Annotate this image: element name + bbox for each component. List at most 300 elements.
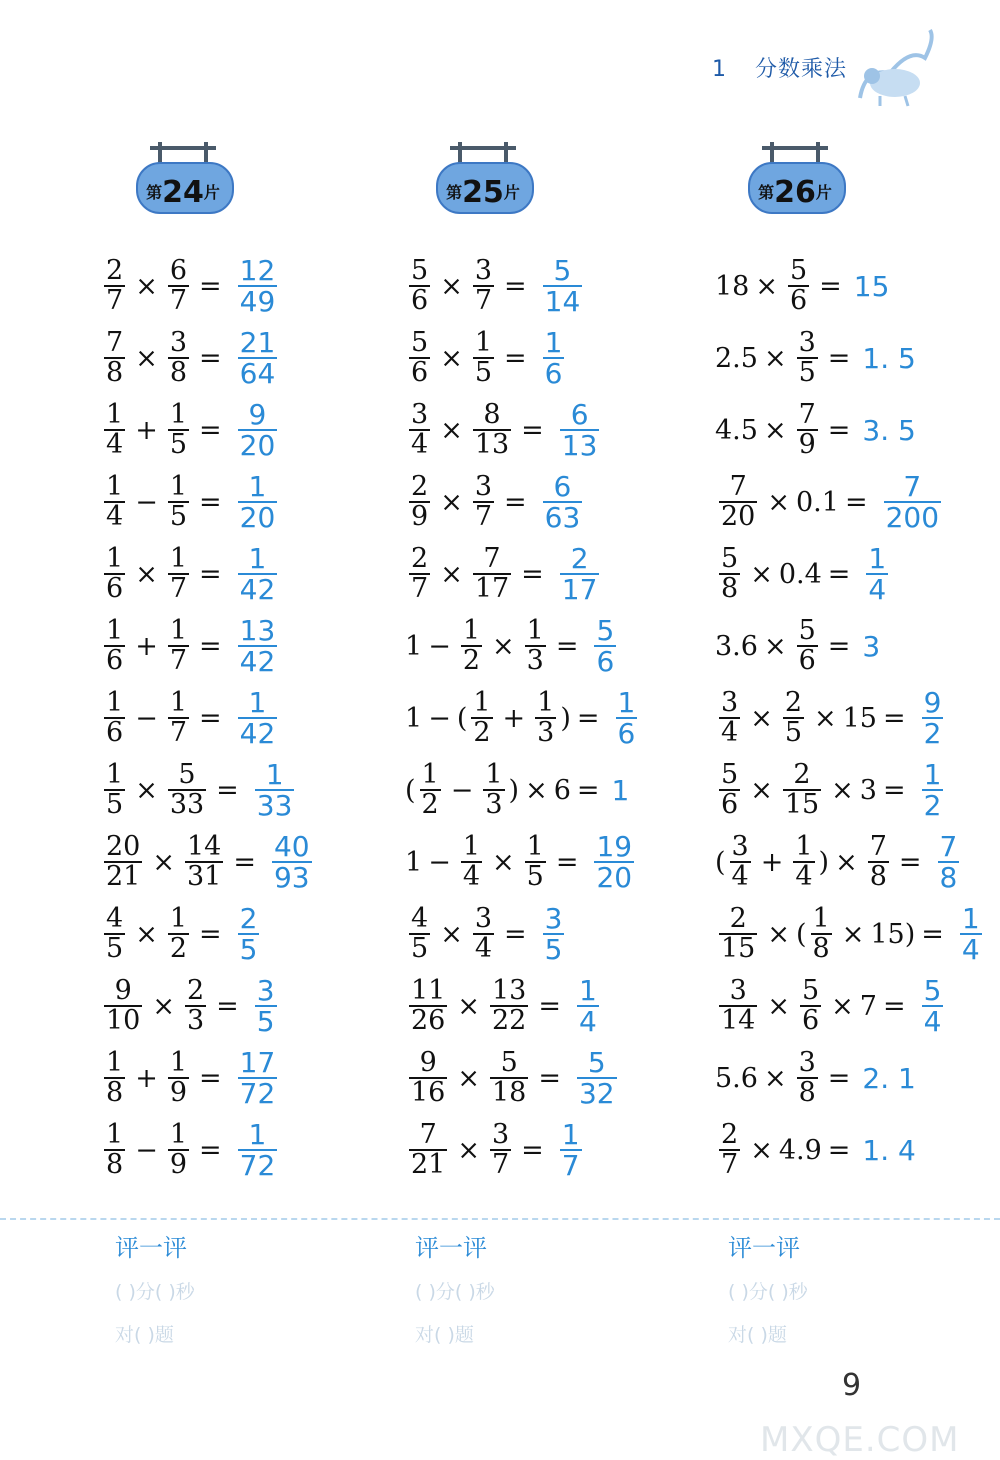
problem-row [405,898,705,970]
denominator: 8 [812,933,830,964]
numerator: 3 [474,254,492,286]
denominator: 72 [239,1077,276,1110]
operator: + [135,414,158,446]
fraction [461,614,482,676]
operator: × [750,702,773,734]
footer-divider [0,1218,1000,1220]
numerator: 5 [411,326,429,358]
equals-sign: = [199,486,222,518]
fraction [104,974,142,1036]
denominator: 14 [544,285,581,318]
problem-row [100,250,400,322]
term: 3 [859,774,877,806]
equals-sign: = [504,342,527,374]
problem-row [715,826,1000,898]
denominator: 18 [491,1077,527,1108]
problem-row [405,1042,705,1114]
fraction [238,469,278,534]
denominator: 15 [784,789,820,820]
term: ) [560,702,571,734]
operator: × [763,630,787,662]
problem-row [405,682,705,754]
denominator: 5 [474,357,492,388]
fraction [868,830,889,892]
operator: × [525,774,548,806]
handwritten-answer [234,253,282,318]
numerator: 1 [544,325,563,359]
fraction [577,973,599,1038]
denominator: 6 [801,1005,820,1036]
operator: × [440,486,463,518]
denominator: 4 [578,1005,597,1038]
numerator: 1 [169,398,187,430]
equals-sign: = [921,918,944,950]
numerator: 1 [561,1117,580,1151]
fraction [104,542,125,604]
fraction [238,325,278,390]
operator: − [135,1134,158,1166]
operator: × [750,1134,773,1166]
numerator: 5 [411,254,429,286]
denominator: 21 [411,1149,446,1180]
numerator: 1 [526,830,544,862]
handwritten-answer [234,1045,282,1110]
fraction [104,902,125,964]
fraction [104,758,125,820]
denominator: 5 [411,933,429,964]
term: 1 [405,846,423,878]
numerator: 5 [798,614,816,646]
numerator: 14 [186,830,222,862]
operator: × [767,918,790,950]
problem-row [405,250,705,322]
numerator: 5 [500,1046,518,1078]
fraction [800,974,821,1036]
fraction [104,326,125,388]
denominator: 8 [169,357,187,388]
operator: × [457,990,480,1022]
denominator: 7 [169,573,187,604]
fraction [577,1045,617,1110]
operator: − [428,846,451,878]
handwritten-answer [556,397,604,462]
fraction [543,325,565,390]
fraction [811,902,832,964]
fraction [594,829,634,894]
numerator: 19 [596,829,633,863]
operator: × [767,990,790,1022]
handwritten-answer [862,541,892,606]
term: 0.4 [778,558,822,590]
fraction [409,1118,447,1180]
numerator: 7 [869,830,887,862]
fraction [783,758,821,820]
fraction [560,1117,582,1182]
numerator: 1 [248,469,267,503]
fraction [866,541,888,606]
fraction [461,830,482,892]
fraction [535,686,556,748]
problem-row [100,682,400,754]
handwritten-answer [956,901,986,966]
fraction [473,254,494,316]
denominator: 7 [169,285,187,316]
handwritten-answer: 1. 4 [862,1133,916,1167]
fraction [560,541,600,606]
fraction [238,397,278,462]
numerator: 1 [106,398,124,430]
problem-row [405,538,705,610]
handwritten-answer [234,397,282,462]
denominator: 33 [169,789,205,820]
denominator: 8 [798,1077,816,1108]
operator: × [750,558,773,590]
equals-sign: = [199,630,222,662]
fraction [922,757,944,822]
correct-count-line: 对( )题 [415,1324,474,1346]
handwritten-answer [234,1117,282,1182]
denominator: 5 [544,933,563,966]
numerator: 1 [526,614,544,646]
handwritten-answer: 15 [853,269,890,303]
denominator: 4 [474,933,492,964]
numerator: 1 [923,757,942,791]
denominator: 6 [721,789,739,820]
fraction [473,902,494,964]
equals-sign: = [576,774,600,806]
denominator: 9 [411,501,429,532]
equals-sign: = [504,918,527,950]
equals-sign: = [882,990,906,1022]
equals-sign: = [521,414,544,446]
operator: × [135,270,158,302]
denominator: 7 [721,1149,739,1180]
denominator: 6 [106,717,124,748]
operator: × [763,1062,787,1094]
denominator: 7 [561,1149,580,1182]
cat-illustration-icon [850,28,940,108]
operator: × [135,918,158,950]
denominator: 7 [491,1149,510,1180]
numerator: 1 [106,470,124,502]
denominator: 22 [491,1005,527,1036]
handwritten-answer [918,757,948,822]
fraction [793,830,814,892]
denominator: 2 [923,717,942,750]
fraction [238,541,278,606]
handwritten-answer [556,541,604,606]
fraction [473,398,511,460]
equals-sign: = [199,342,222,374]
denominator: 20 [239,501,276,534]
numerator: 1 [106,1046,124,1078]
equals-sign: = [819,270,842,302]
term: ( [405,774,416,806]
numerator: 1 [169,614,187,646]
term: ( [795,918,807,950]
fraction [104,830,142,892]
operator: + [502,702,526,734]
numerator: 11 [411,974,446,1006]
fraction [238,1117,278,1182]
term: 1 [405,630,423,662]
fraction [272,829,312,894]
problem-row [715,1042,1000,1114]
problem-row [100,898,400,970]
numerator: 1 [537,686,555,718]
numerator: 1 [106,542,124,574]
fraction [797,326,818,388]
problem-row [405,466,705,538]
denominator: 17 [561,573,598,606]
operator: × [831,990,854,1022]
numerator: 5 [801,974,820,1006]
term: ) [818,846,830,878]
handwritten-answer: 3 [862,629,881,663]
numerator: 8 [483,398,501,430]
fraction [525,614,546,676]
equals-sign: = [827,414,851,446]
numerator: 1 [169,542,187,574]
operator: × [440,342,463,374]
term: 5.6 [715,1062,758,1094]
numerator: 7 [106,326,124,358]
denominator: 8 [869,861,887,892]
equals-sign: = [199,414,222,446]
operator: × [440,270,463,302]
equals-sign: = [199,918,222,950]
drill-badge-26: 第26片 [740,140,850,220]
fraction [483,758,504,820]
operator: × [831,774,854,806]
drill-badge-24: 第24片 [128,140,238,220]
numerator: 13 [491,974,527,1006]
evaluation-title: 评一评 [115,1234,187,1262]
numerator: 1 [169,902,187,934]
numerator: 7 [419,1118,437,1150]
handwritten-answer [573,973,603,1038]
operator: × [152,990,175,1022]
fraction [104,254,125,316]
equals-sign: = [827,342,851,374]
problem-row [405,394,705,466]
denominator: 16 [411,1077,446,1108]
denominator: 13 [474,429,510,460]
numerator: 2 [570,541,589,575]
handwritten-answer [234,469,282,534]
handwritten-answer [918,685,948,750]
denominator: 8 [721,573,739,604]
denominator: 8 [106,1077,124,1108]
denominator: 10 [106,1005,141,1036]
equals-sign: = [199,702,222,734]
equals-sign: = [555,630,579,662]
numerator: 1 [169,1118,187,1150]
handwritten-answer: 1. 5 [862,341,916,375]
numerator: 17 [239,1045,276,1079]
numerator: 3 [474,902,492,934]
denominator: 21 [106,861,141,892]
section-header [712,52,847,83]
fraction [409,470,430,532]
problem-row [715,970,1000,1042]
denominator: 6 [617,717,636,750]
problem-column-25 [405,250,705,1186]
fraction [797,398,818,460]
numerator: 3 [544,901,563,935]
fraction [719,1118,740,1180]
denominator: 20 [596,861,633,894]
denominator: 7 [169,717,187,748]
correct-count-line: 对( )题 [115,1324,174,1346]
operator: × [135,774,158,806]
fraction [960,901,982,966]
fraction [409,974,447,1036]
problem-row [715,1114,1000,1186]
term: ( [715,846,726,878]
denominator: 5 [784,717,802,748]
denominator: 2 [473,717,491,748]
equals-sign: = [538,990,561,1022]
equals-sign: = [538,1062,561,1094]
denominator: 7 [106,285,124,316]
handwritten-answer [880,469,945,534]
fraction [783,686,804,748]
numerator: 7 [903,469,922,503]
operator: × [492,846,515,878]
numerator: 3 [169,326,187,358]
operator: × [763,342,787,374]
denominator: 9 [798,429,816,460]
handwritten-answer [234,685,282,750]
denominator: 33 [256,789,293,822]
handwritten-answer [590,613,620,678]
fraction [719,758,740,820]
operator: × [440,558,463,590]
denominator: 4 [961,933,980,966]
problem-row [100,826,400,898]
fraction [884,469,941,534]
fraction [719,542,740,604]
time-score-line: ( )分( )秒 [115,1281,195,1303]
numerator: 1 [578,973,597,1007]
fraction [168,758,206,820]
numerator: 5 [789,254,808,286]
numerator: 40 [273,829,310,863]
fraction [471,686,492,748]
fraction [168,1046,189,1108]
fraction [473,542,511,604]
numerator: 1 [812,902,830,934]
handwritten-answer [612,685,642,750]
evaluation-title: 评一评 [728,1234,800,1262]
numerator: 4 [411,902,429,934]
problem-row [100,322,400,394]
term: ( [456,702,468,734]
handwritten-answer [539,253,587,318]
denominator: 4 [411,429,429,460]
numerator: 1 [106,686,124,718]
numerator: 2 [721,1118,739,1150]
denominator: 4 [106,429,124,460]
denominator: 2 [421,789,439,820]
equals-sign: = [882,702,906,734]
operator: − [428,630,451,662]
fraction [490,974,528,1036]
numerator: 5 [178,758,196,790]
handwritten-answer [556,1117,586,1182]
problem-row [715,250,1000,322]
fraction [168,1118,189,1180]
fraction [719,686,740,748]
fraction [255,757,295,822]
numerator: 1 [106,758,124,790]
numerator: 1 [248,541,267,575]
problem-row [100,538,400,610]
problem-row [100,466,400,538]
denominator: 32 [578,1077,615,1110]
equals-sign: = [898,846,922,878]
fraction [616,685,638,750]
equals-sign: = [504,270,527,302]
fraction [409,902,430,964]
numerator: 20 [106,830,141,862]
equals-sign: = [576,702,600,734]
numerator: 7 [798,398,816,430]
denominator: 4 [868,573,887,606]
equals-sign: = [199,1062,222,1094]
numerator: 1 [485,758,503,790]
numerator: 4 [106,902,124,934]
fraction [168,902,189,964]
numerator: 2 [106,254,124,286]
operator: × [457,1134,480,1166]
numerator: 5 [721,542,739,574]
denominator: 6 [789,285,808,316]
operator: × [814,702,837,734]
problem-row [715,610,1000,682]
handwritten-answer [539,469,587,534]
denominator: 42 [239,573,276,606]
fraction [104,1046,125,1108]
equals-sign: = [827,1134,851,1166]
correct-count-line: 对( )题 [728,1324,787,1346]
denominator: 6 [411,285,429,316]
numerator: 3 [256,973,275,1007]
numerator: 3 [474,470,492,502]
drill-badge-25: 第25片 [428,140,538,220]
numerator: 3 [721,686,739,718]
denominator: 5 [169,429,187,460]
handwritten-answer [234,325,282,390]
problem-row [405,754,705,826]
numerator: 1 [265,757,284,791]
fraction [104,470,125,532]
problem-row [100,610,400,682]
fraction [719,470,757,532]
denominator: 4 [731,861,749,892]
equals-sign: = [233,846,256,878]
numerator: 3 [491,1118,510,1150]
equals-sign: = [199,558,222,590]
denominator: 31 [186,861,222,892]
problem-row [715,682,1000,754]
fraction [922,973,944,1038]
equals-sign: = [216,990,239,1022]
numerator: 9 [419,1046,437,1078]
term: 15 [842,702,877,734]
denominator: 3 [186,1005,205,1036]
